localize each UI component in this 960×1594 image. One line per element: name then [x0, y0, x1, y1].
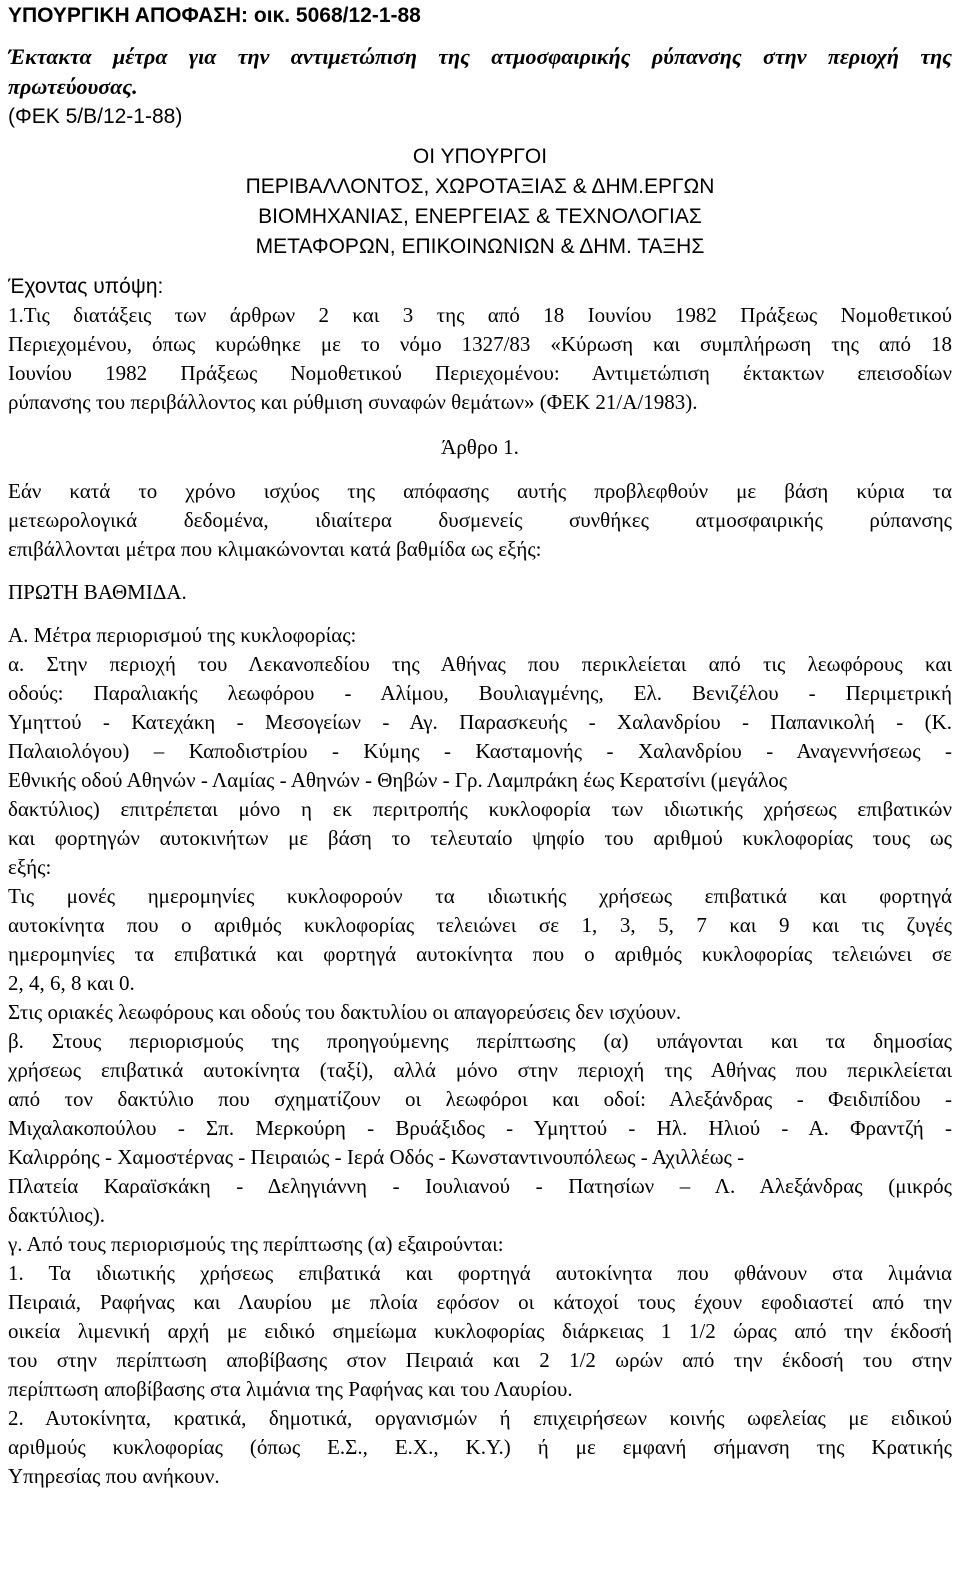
- text-line: 2. Αυτοκίνητα, κρατικά, δημοτικά, οργανισμών ή επιχειρήσεων κοινής ωφελείας με ειδικού: [8, 1406, 952, 1430]
- ministry-line: ΒΙΟΜΗΧΑΝΙΑΣ, ΕΝΕΡΓΕΙΑΣ & ΤΕΧΝΟΛΟΓΙΑΣ: [258, 205, 702, 228]
- text-line: α. Στην περιοχή του Λεκανοπεδίου της Αθήνας που περικλείεται από τις λεωφόρους και: [8, 652, 952, 676]
- text-line: 1. Τα ιδιωτικής χρήσεως επιβατικά και φορτηγά αυτοκίνητα που φθάνουν στα λιμάνια: [8, 1261, 952, 1285]
- fek-reference: (ΦΕΚ 5/Β/12-1-88): [8, 105, 183, 128]
- text-line: περίπτωση αποβίβασης στα λιμάνια της Ραφήνας και του Λαυρίου.: [8, 1377, 573, 1401]
- text-line: Ιουνίου 1982 Πράξεως Νομοθετικού Περιεχομένου: Αντιμετώπιση έκτακτων επεισοδίων: [8, 361, 952, 385]
- paragraph-b: [8, 1027, 952, 1230]
- considering-paragraph: [8, 301, 952, 417]
- text-line: Πλατεία Καραϊσκάκη - Δεληγιάννη - Ιουλιανού - Πατησίων – Λ. Αλεξάνδρας (μικρός: [8, 1174, 952, 1198]
- text-line: αυτοκίνητα που ο αριθμός κυκλοφορίας τελειώνει σε 1, 3, 5, 7 και 9 και τις ζυγές: [8, 913, 952, 937]
- ministry-line: ΜΕΤΑΦΟΡΩΝ, ΕΠΙΚΟΙΝΩΝΙΩΝ & ΔΗΜ. ΤΑΞΗΣ: [255, 235, 705, 258]
- text-line: β. Στους περιορισμούς της προηγούμενης περίπτωσης (α) υπάγονται και τα δημοσίας: [8, 1029, 952, 1053]
- exemption-2: [8, 1404, 952, 1491]
- article-heading: Άρθρο 1.: [441, 435, 519, 459]
- text-line: Εάν κατά το χρόνο ισχύος της απόφασης αυτής προβλεφθούν με βάση κύρια τα: [8, 479, 952, 503]
- text-line: Μιχαλακοπούλου - Σπ. Μερκούρη - Βρυάξιδος - Υμηττού - Ηλ. Ηλιού - Α. Φραντζή -: [8, 1116, 952, 1140]
- text-line: Παλαιολόγου) – Καποδιστρίου - Κύμης - Κασταμονής - Χαλανδρίου - Αναγεννήσεως -: [8, 739, 952, 763]
- text-line: μετεωρολογικά δεδομένα, ιδιαίτερα δυσμενείς συνθήκες ατμοσφαιρικής ρύπανσης: [8, 508, 952, 532]
- paragraph-g-heading: γ. Από τους περιορισμούς της περίπτωσης (α) εξαιρούνται:: [8, 1232, 504, 1256]
- document-subtitle-line-1: Έκτακτα μέτρα για την αντιμετώπιση της ατμοσφαιρικής ρύπανσης στην περιοχή της: [8, 44, 952, 69]
- ministers-heading: ΟΙ ΥΠΟΥΡΓΟΙ: [412, 145, 548, 168]
- text-line: ρύπανσης του περιβάλλοντος και ρύθμιση συναφών θεμάτων» (ΦΕΚ 21/Α/1983).: [8, 390, 698, 414]
- document-title: ΥΠΟΥΡΓΙΚΗ ΑΠΟΦΑΣΗ: οικ. 5068/12-1-88: [8, 4, 421, 27]
- text-line: Υπηρεσίας που ανήκουν.: [8, 1464, 220, 1488]
- stage-heading: ΠΡΩΤΗ ΒΑΘΜΙΔΑ.: [8, 580, 187, 604]
- text-line: οδούς: Παραλιακής λεωφόρου - Αλίμου, Βουλιαγμένης, Ελ. Βενιζέλου - Περιμετρική: [8, 681, 952, 705]
- text-line: εξής:: [8, 855, 52, 879]
- text-line: Πειραιά, Ραφήνας και Λαυρίου με πλοία εφόσον οι κάτοχοί τους έχουν εφοδιαστεί από την: [8, 1290, 952, 1314]
- text-line: από τον δακτύλιο που σχηματίζουν οι λεωφόροι και οδοί: Αλεξάνδρας - Φειδιπίδου -: [8, 1087, 952, 1111]
- text-line: ημερομηνίες τα επιβατικά και φορτηγά αυτοκίνητα που ο αριθμός κυκλοφορίας τελειώνει σε: [8, 942, 952, 966]
- paragraph-dates: [8, 882, 952, 998]
- text-line: και φορτηγών αυτοκινήτων με βάση το τελευταίο ψηφίο του αριθμού κυκλοφορίας τους ως: [8, 826, 952, 850]
- text-line: Καλιρρόης - Χαμοστέρνας - Πειραιώς - Ιερά Οδός - Κωνσταντινουπόλεως - Αχιλλέως -: [8, 1145, 745, 1169]
- ministers-block: [8, 142, 952, 262]
- measures-heading: Α. Μέτρα περιορισμού της κυκλοφορίας:: [8, 623, 357, 647]
- text-line: δακτύλιος) επιτρέπεται μόνο η εκ περιτροπής κυκλοφορία των ιδιωτικής χρήσεως επιβατικών: [8, 797, 952, 821]
- text-line: Υμηττού - Κατεχάκη - Μεσογείων - Αγ. Παρασκευής - Χαλανδρίου - Παπανικολή - (Κ.: [8, 710, 952, 734]
- text-line: Περιεχομένου, όπως κυρώθηκε με το νόμο 1327/83 «Κύρωση και συμπλήρωση της από 18: [8, 332, 952, 356]
- document-subtitle-line-2: πρωτεύουσας.: [8, 74, 138, 99]
- text-line: οικεία λιμενική αρχή με ειδικό σημείωμα κυκλοφορίας διάρκειας 1 1/2 ώρας από την έκδοσή: [8, 1319, 952, 1343]
- article-intro: [8, 477, 952, 564]
- paragraph-boundary: Στις οριακές λεωφόρους και οδούς του δακτυλίου οι απαγορεύσεις δεν ισχύουν.: [8, 1000, 682, 1024]
- text-line: αριθμούς κυκλοφορίας (όπως Ε.Σ., Ε.Χ., Κ.Υ.) ή με εμφανή σήμανση της Κρατικής: [8, 1435, 952, 1459]
- text-line: 2, 4, 6, 8 και 0.: [8, 971, 135, 995]
- text-line: χρήσεως επιβατικά αυτοκίνητα (ταξί), αλλά μόνο στην περιοχή της Αθήνας που περικλείεται: [8, 1058, 952, 1082]
- text-line: 1.Τις διατάξεις των άρθρων 2 και 3 της από 18 Ιουνίου 1982 Πράξεως Νομοθετικού: [8, 303, 952, 327]
- text-line: του στην περίπτωση αποβίβασης στον Πειραιά και 2 1/2 ωρών από την έκδοσή του στην: [8, 1348, 952, 1372]
- text-line: Εθνικής οδού Αθηνών - Λαμίας - Αθηνών - Θηβών - Γρ. Λαμπράκη έως Κερατσίνι (μεγάλος: [8, 768, 788, 792]
- ministry-line: ΠΕΡΙΒΑΛΛΟΝΤΟΣ, ΧΩΡΟΤΑΞΙΑΣ & ΔΗΜ.ΕΡΓΩΝ: [245, 175, 715, 198]
- text-line: δακτύλιος).: [8, 1203, 105, 1227]
- considering-heading: Έχοντας υπόψη:: [8, 275, 164, 298]
- text-line: Τις μονές ημερομηνίες κυκλοφορούν τα ιδιωτικής χρήσεως επιβατικά και φορτηγά: [8, 884, 952, 908]
- exemption-1: [8, 1259, 952, 1404]
- paragraph-a: [8, 650, 952, 882]
- text-line: επιβάλλονται μέτρα που κλιμακώνονται κατά βαθμίδα ως εξής:: [8, 537, 542, 561]
